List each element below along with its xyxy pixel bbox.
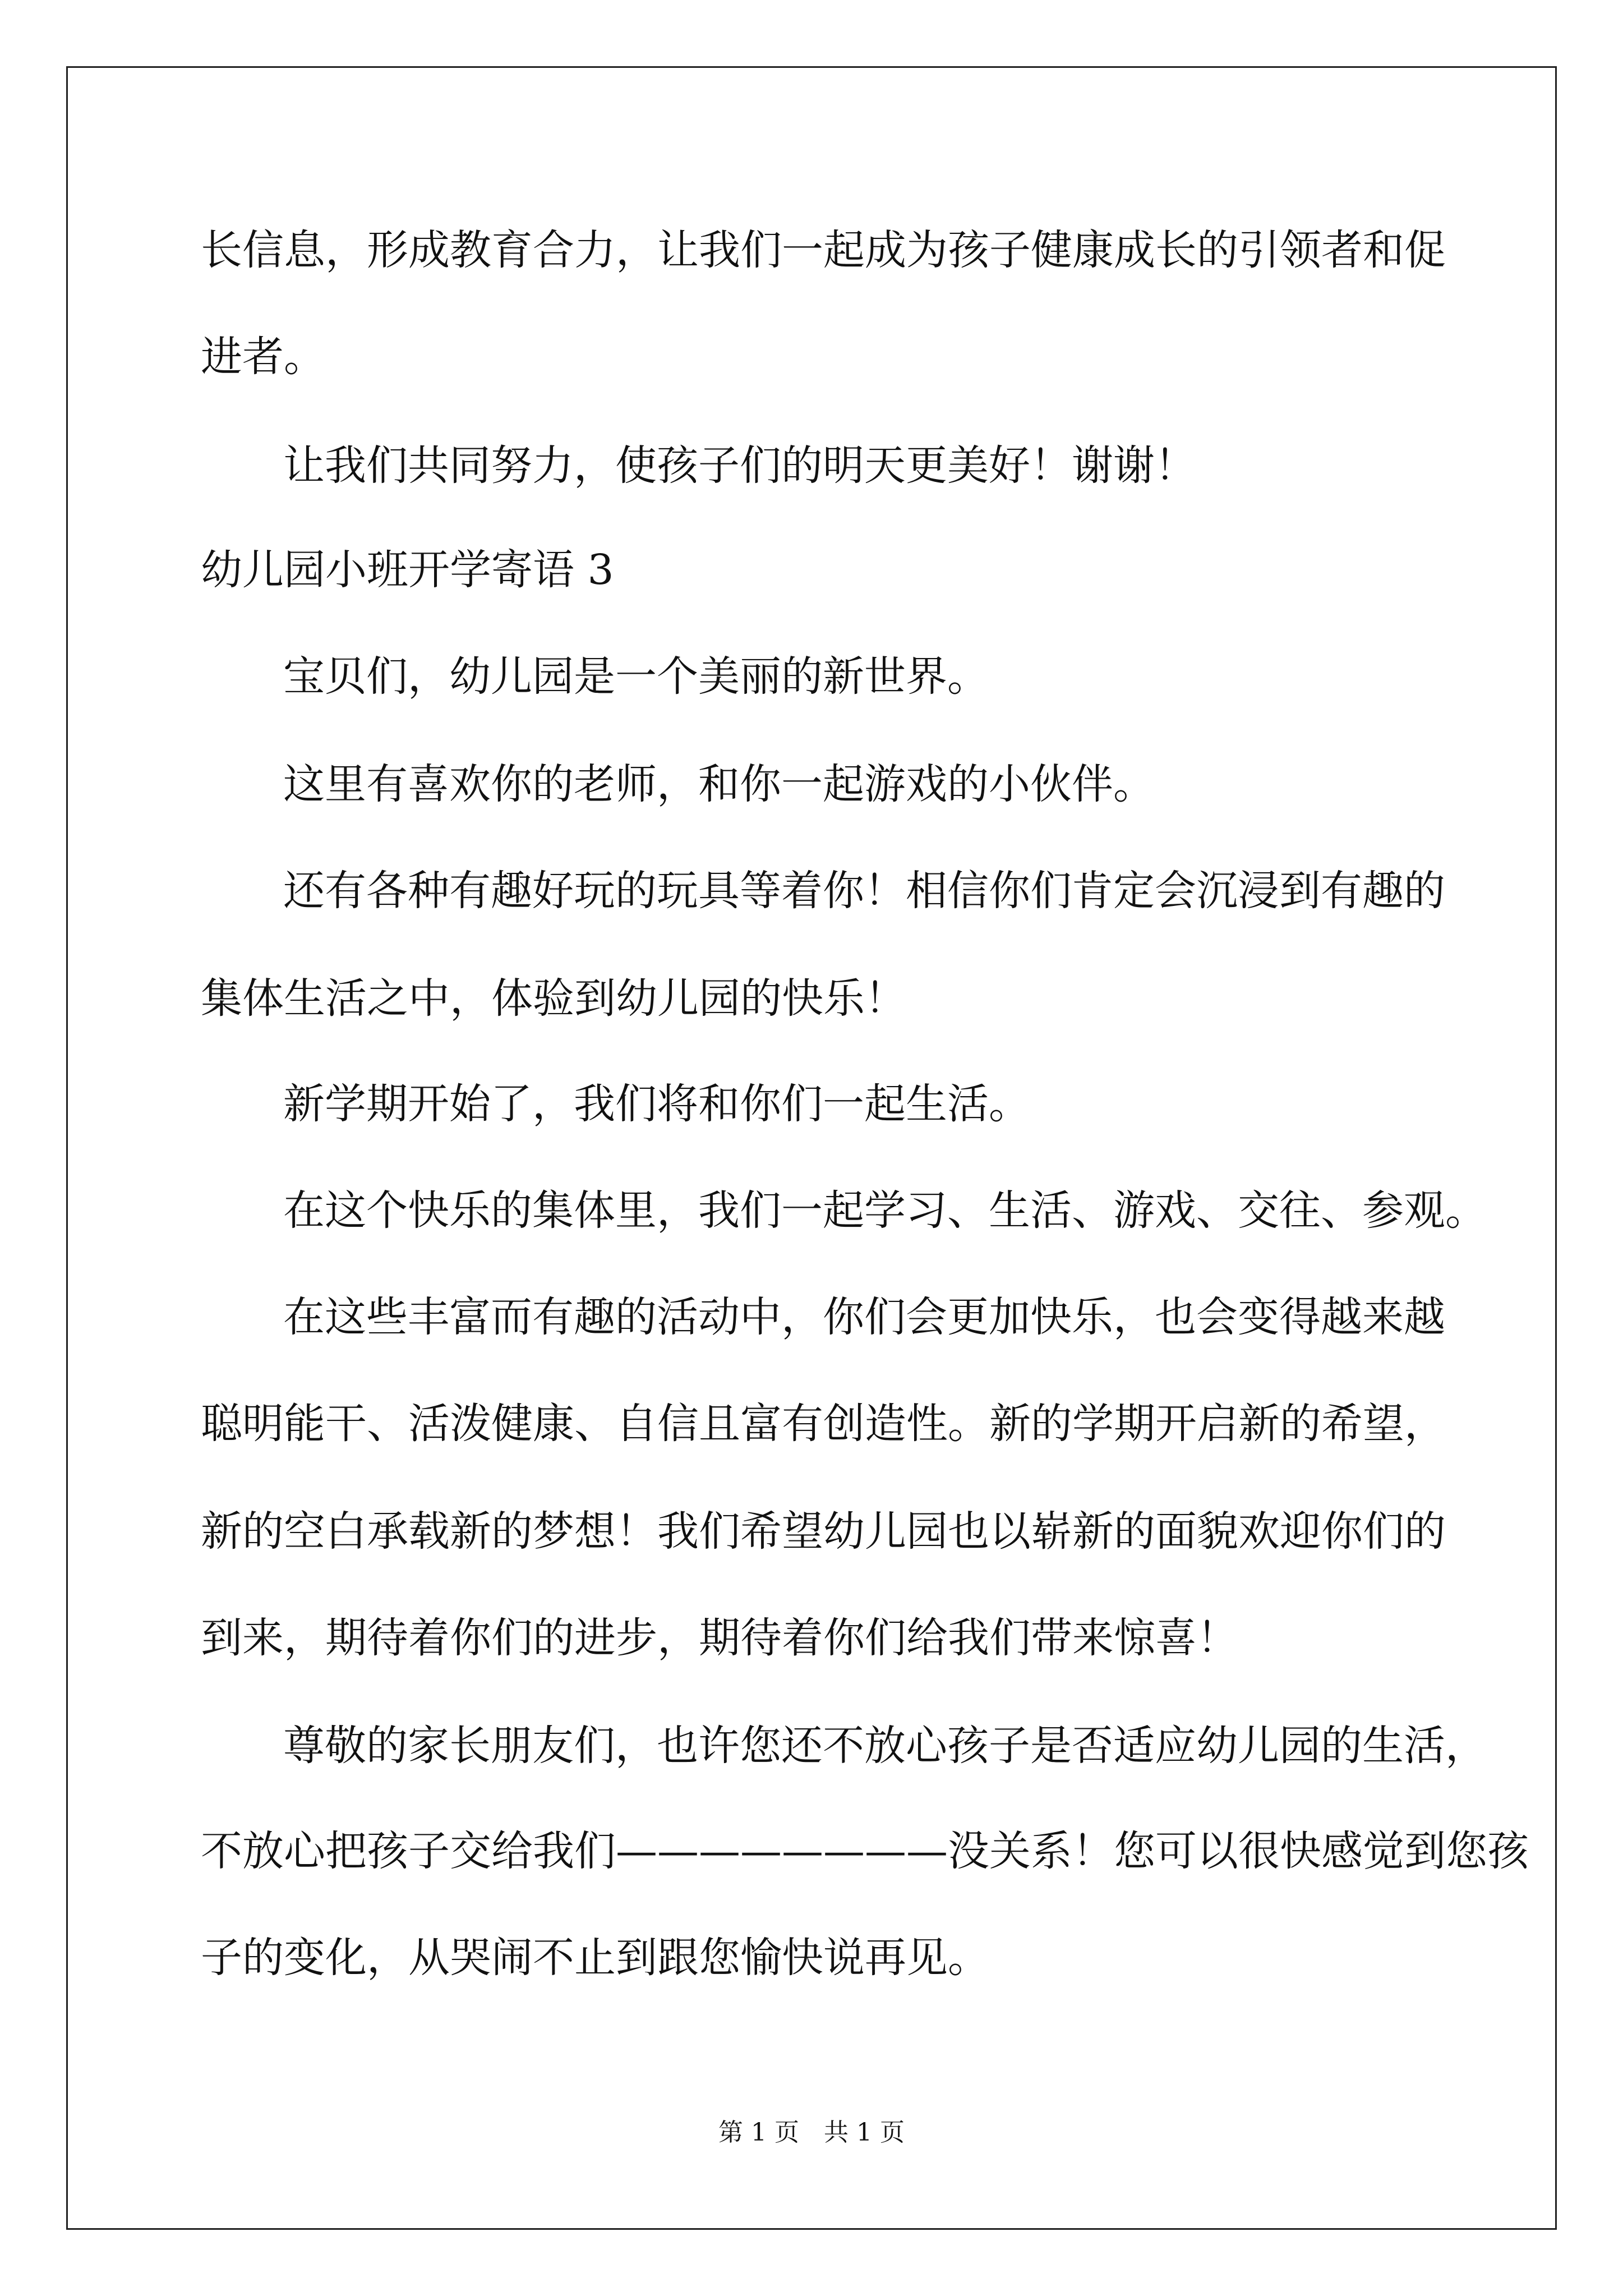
- page-footer: 第 1 页 共 1 页: [718, 2118, 905, 2147]
- paragraph-line: 尊敬的家长朋友们，也许您还不放心孩子是否适应幼儿园的生活，: [283, 1722, 1487, 1770]
- paragraph-line: 在这个快乐的集体里，我们一起学习、生活、游戏、交往、参观。: [283, 1186, 1487, 1235]
- paragraph-line: 新的空白承载新的梦想！我们希望幼儿园也以崭新的面貌欢迎你们的: [201, 1507, 1446, 1556]
- paragraph-line: 子的变化，从哭闹不止到跟您愉快说再见。: [201, 1934, 989, 1982]
- paragraph-line: 让我们共同努力，使孩子们的明天更美好！谢谢！: [283, 441, 1196, 490]
- paragraph-line: 到来，期待着你们的进步，期待着你们给我们带来惊喜！: [201, 1614, 1238, 1662]
- section-heading: 幼儿园小班开学寄语 3: [201, 546, 614, 594]
- page-frame: [66, 66, 1557, 2230]
- paragraph-line: 在这些丰富而有趣的活动中，你们会更加快乐，也会变得越来越: [283, 1293, 1445, 1341]
- paragraph-line: 聪明能干、活泼健康、自信且富有创造性。新的学期开启新的希望，: [201, 1400, 1446, 1448]
- paragraph-line: 宝贝们，幼儿园是一个美丽的新世界。: [283, 652, 989, 701]
- paragraph-line: 新学期开始了，我们将和你们一起生活。: [283, 1080, 1030, 1128]
- paragraph-line: 不放心把孩子交给我们————————没关系！您可以很快感觉到您孩: [201, 1827, 1529, 1875]
- paragraph-line: 进者。: [201, 333, 325, 381]
- paragraph-line: 还有各种有趣好玩的玩具等着你！相信你们肯定会沉浸到有趣的: [283, 867, 1445, 915]
- paragraph-line: 集体生活之中，体验到幼儿园的快乐！: [201, 974, 906, 1023]
- paragraph-line: 长信息，形成教育合力，让我们一起成为孩子健康成长的引领者和促: [201, 226, 1446, 274]
- paragraph-line: 这里有喜欢你的老师，和你一起游戏的小伙伴。: [283, 760, 1155, 808]
